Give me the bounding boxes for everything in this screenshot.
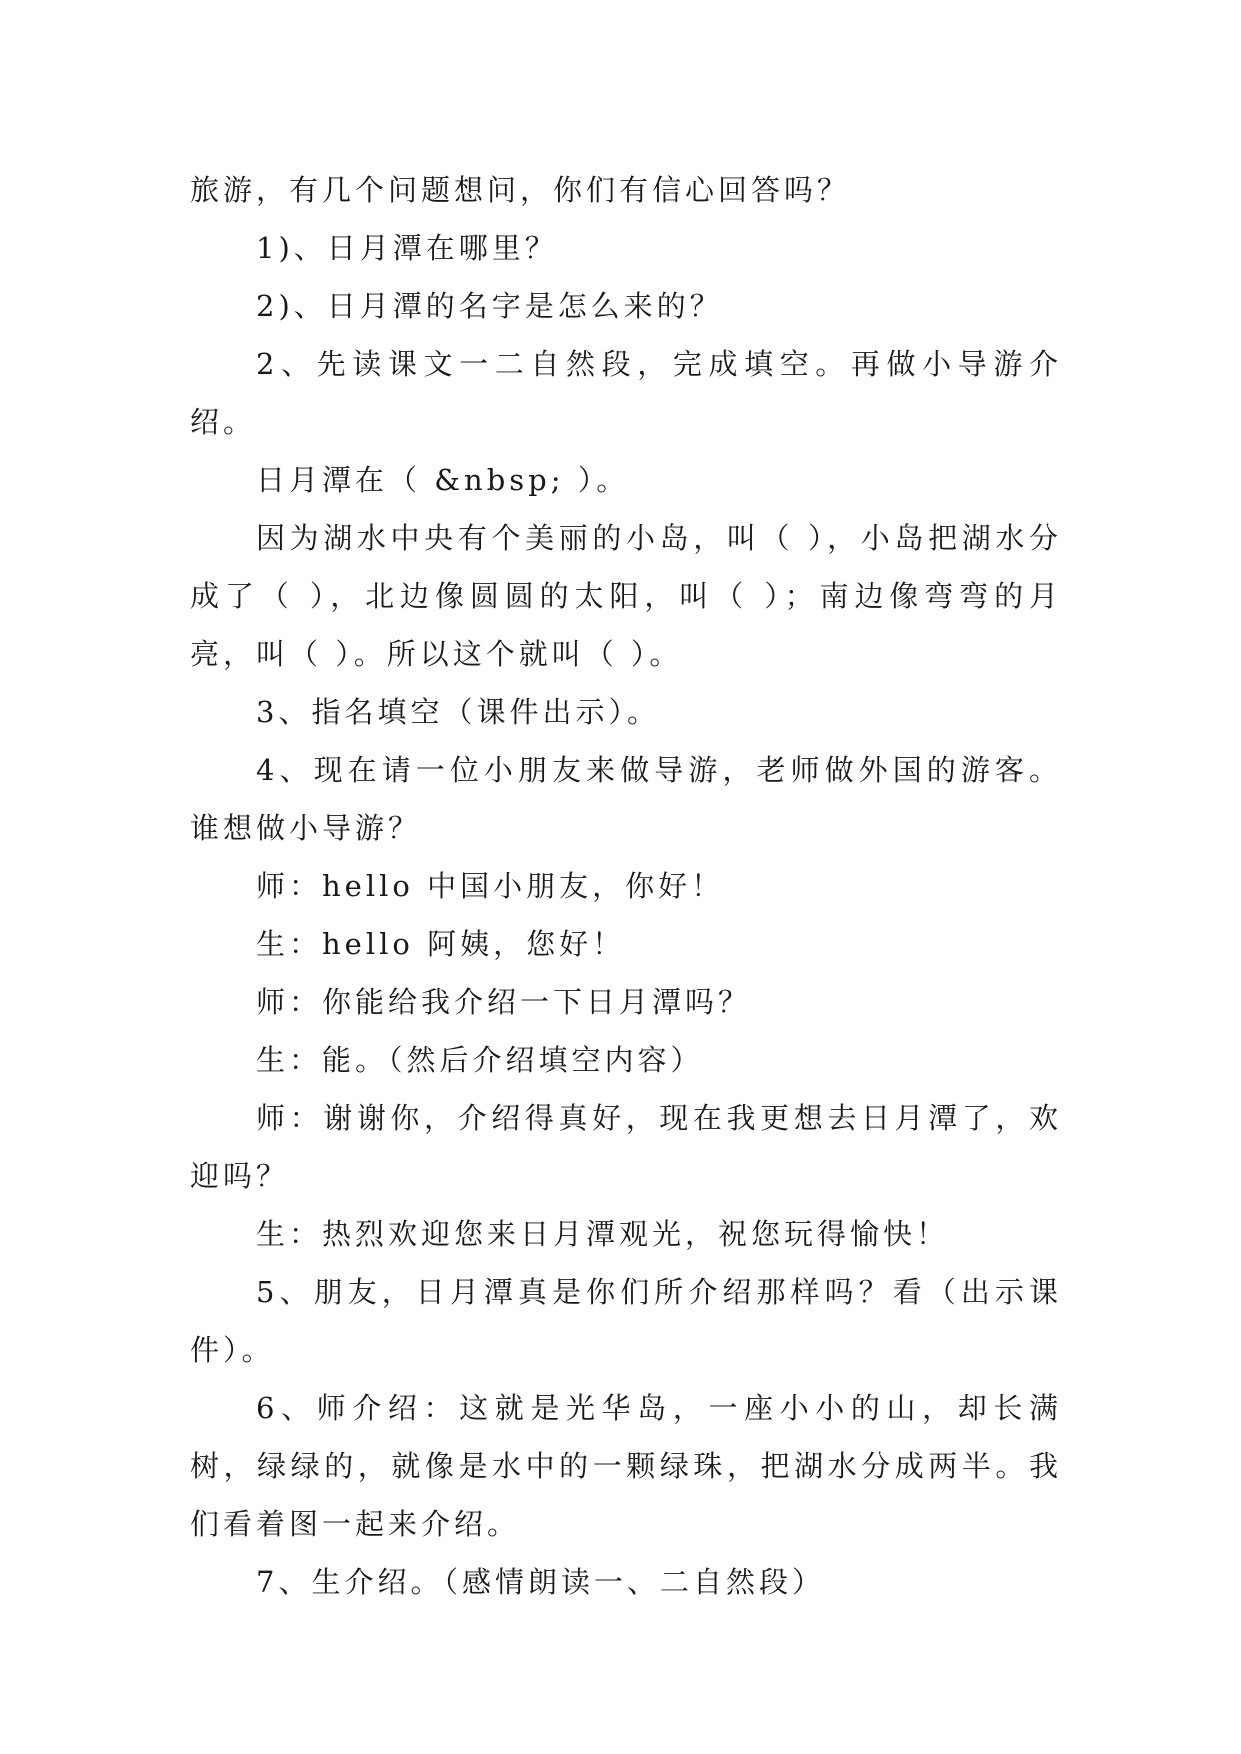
dialogue-student-1: 生：hello 阿姨，您好！ (256, 927, 626, 961)
paragraph-question-1: 1)、日月潭在哪里？ (256, 231, 558, 265)
paragraph-step-3: 3、指名填空（课件出示）。 (256, 695, 660, 729)
paragraph-step-7: 7、生介绍。（感情朗读一、二自然段） (256, 1565, 825, 1599)
paragraph-step-2: 2、先读课文一二自然段，完成填空。再做小导游介绍。 (190, 347, 1062, 439)
paragraph-fill-blank-name: 因为湖水中央有个美丽的小岛，叫（ ），小岛把湖水分成了（ ），北边像圆圆的太阳，叫（ ）；南边像弯弯的月亮，叫（ ）。所以这个就叫（ ）。 (190, 521, 1062, 671)
paragraph-continuation: 旅游，有几个问题想问，你们有信心回答吗？ (190, 173, 851, 207)
paragraph-fill-blank-location: 日月潭在（ &nbsp; ）。 (256, 463, 630, 497)
dialogue-teacher-3: 师：谢谢你，介绍得真好，现在我更想去日月潭了，欢迎吗？ (190, 1101, 1062, 1193)
paragraph-step-6: 6、师介绍：这就是光华岛，一座小小的山，却长满树，绿绿的，就像是水中的一颗绿珠，把湖水分成两半。我们看着图一起来介绍。 (190, 1391, 1062, 1541)
paragraph-question-2: 2)、日月潭的名字是怎么来的？ (256, 289, 723, 323)
document-body (190, 161, 1062, 1611)
paragraph-step-4: 4、现在请一位小朋友来做导游，老师做外国的游客。谁想做小导游？ (190, 753, 1062, 845)
paragraph-step-5: 5、朋友，日月潭真是你们所介绍那样吗？看（出示课件）。 (190, 1275, 1062, 1367)
dialogue-teacher-1: 师：hello 中国小朋友，你好！ (256, 869, 725, 903)
dialogue-teacher-2: 师：你能给我介绍一下日月潭吗？ (256, 985, 752, 1019)
dialogue-student-3: 生：热烈欢迎您来日月潭观光，祝您玩得愉快！ (256, 1217, 950, 1251)
dialogue-student-2: 生：能。（然后介绍填空内容） (256, 1043, 704, 1077)
